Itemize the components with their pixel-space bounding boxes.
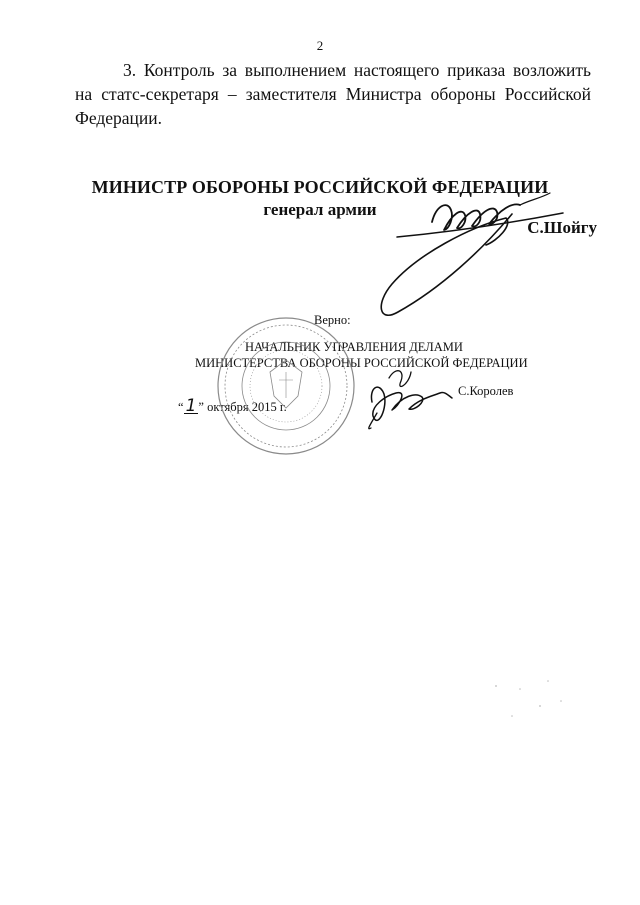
scan-specks xyxy=(495,680,562,717)
paragraph-control-clause: 3. Контроль за выполнением настоящего приказа возложить на статс-секретаря – заместителя Министра обороны Российской Федерации. xyxy=(75,60,591,128)
certifier-name: С.Королев xyxy=(458,384,514,398)
date-open-quote: “ xyxy=(178,400,184,414)
certifier-signature xyxy=(369,371,452,429)
page-number: 2 xyxy=(316,38,324,53)
certification-date xyxy=(178,396,287,416)
date-month-year: ” октября 2015 г. xyxy=(198,400,287,414)
official-seal xyxy=(218,318,354,454)
signatory-rank: генерал армии xyxy=(263,200,377,219)
date-day: 1 xyxy=(185,396,197,416)
certified-label: Верно: xyxy=(314,313,351,327)
certifier-position-line2: МИНИСТЕРСТВА ОБОРОНЫ РОССИЙСКОЙ ФЕДЕРАЦИИ xyxy=(195,356,528,370)
certifier-position-line1: НАЧАЛЬНИК УПРАВЛЕНИЯ ДЕЛАМИ xyxy=(245,340,463,354)
signatory-name: С.Шойгу xyxy=(527,218,597,237)
signatory-title: МИНИСТР ОБОРОНЫ РОССИЙСКОЙ ФЕДЕРАЦИИ xyxy=(91,177,549,197)
